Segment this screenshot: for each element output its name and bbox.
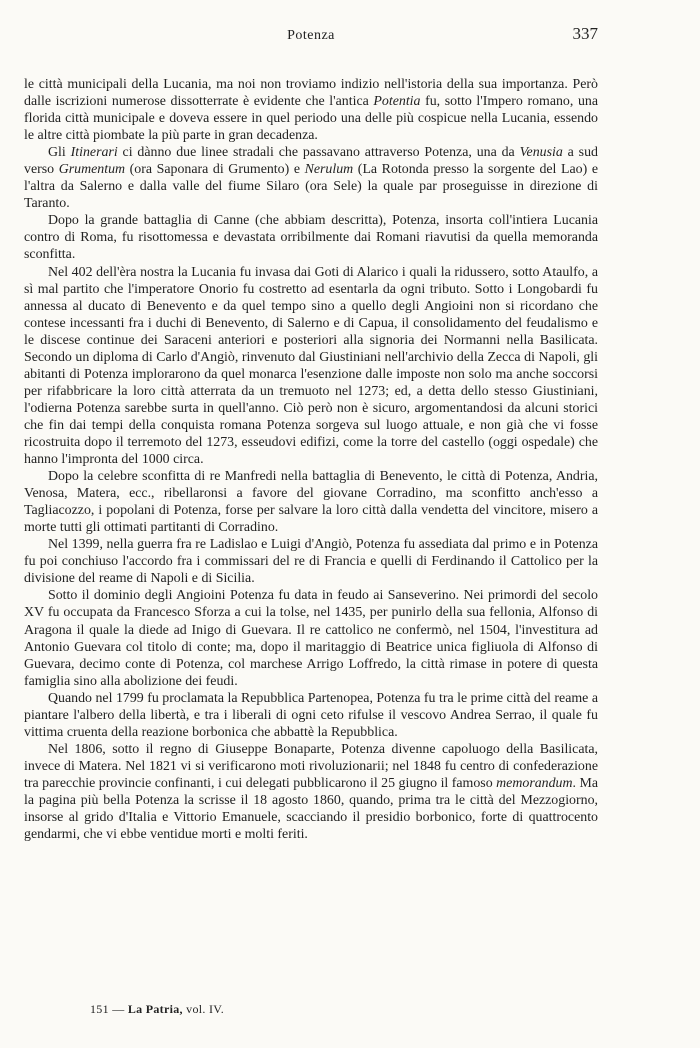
text-run: Nel 402 dell'èra nostra la Lucania fu invasa dai Goti di Alarico i quali la ridussero, sotto Ataulfo, a sì mal partito che l'imperatore Onorio fu costretto ad esentarla da ogni tributo. Sotto i Longobardi fu annessa al ducato di Benevento e da quel tempo sino a quello degli Angioini non si ricordano che contese incessanti fra i duchi di Benevento, di Salerno e di Capua, il consolidamento del feudalismo e le discese continue dei Saraceni anteriori e posteriori alla signoria dei Normanni nella Basilicata. Secondo un diploma di Carlo d'Angiò, rinvenuto dal Giustiniani nell'archivio della Zecca di Napoli, gli abitanti di Potenza implorarono da quel monarca l'esenzione dalle imposte non solo ma anche soccorsi per rifabbricare la loro città atterrata da un tremuoto nel 1273; ed, a detta dello stesso Giustiniani, l'odierna Potenza sarebbe surta in quell'anno. Ciò però non è sicuro, argomentandosi da alcuni storici che fin dai tempi della conquista romana Potenza sorgeva sul luogo attuale, e non già che vi fosse ricostruita dopo il terremoto del 1273, esseudovi edifizi, come la torre del castello (oggi ospedale) che hanno l'impronta del 1000 circa.	[24, 264, 598, 468]
italic-text: Nerulum	[304, 162, 354, 178]
italic-text: Potentia	[373, 94, 421, 110]
page-number: 337	[572, 24, 598, 43]
running-head: Potenza	[287, 28, 335, 43]
italic-text: Itinerari	[70, 145, 118, 161]
article-body	[24, 76, 598, 843]
paragraph	[24, 212, 598, 263]
paragraph	[24, 536, 598, 587]
volume-number: vol. IV.	[186, 1002, 225, 1016]
page-footer	[90, 1002, 224, 1017]
italic-text: memorandum	[496, 775, 573, 791]
paragraph	[24, 264, 598, 469]
text-run: Quando nel 1799 fu proclamata la Repubblica Partenopea, Potenza fu tra le prime città del reame a piantare l'albero della libertà, e tra i liberali di ogni ceto rifulse il vescovo Andrea Serrao, il quale fu vittima cruenta della reazione borbonica che abbattè la Repubblica.	[24, 690, 598, 740]
italic-text: Grumentum	[58, 162, 126, 178]
text-run: Dopo la celebre sconfitta di re Manfredi nella battaglia di Benevento, le città di Potenza, Andria, Venosa, Matera, ecc., ribellaronsi a favore del giovane Corradino, ma sconfitto anch'esso a Tagliacozzo, i popolani di Potenza, forse per salvare la loro città dalla vendetta del vincitore, misero a morte tutti gli ottimati partitanti di Corradino.	[24, 469, 598, 536]
paragraph	[24, 76, 598, 144]
paragraph	[24, 741, 598, 843]
text-run: (La Rotonda presso la sorgente del Lao) e l'altra da Salerno e dalla valle del fiume Silaro (ora Sele) la quale par proseguisse in direzione di Taranto.	[24, 162, 598, 212]
page-header	[24, 24, 598, 46]
publication-title: La Patria,	[127, 1002, 183, 1016]
text-run: (ora Saponara di Grumento) e	[125, 162, 305, 178]
signature-number: 151	[90, 1002, 109, 1016]
text-run: Nel 1806, sotto il regno di Giuseppe Bonaparte, Potenza divenne capoluogo della Basilicata, invece di Matera. Nel 1821 vi si verificarono moti rivoluzionarii; nel 1848 fu centro di confederazione tra parecchie provincie confinanti, i cui delegati pubblicarono il 25 giugno il famoso	[24, 741, 598, 791]
text-run: le città municipali della Lucania, ma noi non troviamo indizio nell'istoria della sua importanza. Però dalle iscrizioni numerose dissotterrate è evidente che l'antica	[24, 77, 598, 110]
text-run: ci dànno due linee stradali che passavano attraverso Potenza, una da	[117, 145, 520, 161]
footer-separator: —	[112, 1002, 125, 1016]
text-run: fu, sotto l'Impero romano, una florida città municipale e doveva essere in quel periodo una delle più cospicue nella Lucania, essendo le altre città piombate la più parte in gran decadenza.	[24, 94, 599, 144]
text-run: Gli	[48, 145, 71, 161]
text-run: Sotto il dominio degli Angioini Potenza fu data in feudo ai Sanseverino. Nei primordi del secolo XV fu occupata da Francesco Sforza a cui la tolse, nel 1435, per punirlo della sua fellonia, Alfonso di Aragona il quale la diede ad Inigo di Guevara. Il re cattolico ne confermò, nel 1504, l'investitura ad Antonio Guevara col titolo di conte; ma, dopo il maritaggio di Beatrice unica figliuola di Alfonso di Guevara, decimo conte di Potenza, col marchese Arrigo Loffredo, la città rimase in potere di questa famiglia sino alla abolizione dei feudi.	[24, 588, 598, 689]
text-run: . Ma la pagina più bella Potenza la scrisse il 18 agosto 1860, quando, prima tra le città del Mezzogiorno, insorse al grido d'Italia e Vittorio Emanuele, scacciando il presidio borbonico, forte di quattrocento gendarmi, che vi ebbe ventidue morti e molti feriti.	[24, 775, 599, 843]
text-run: Dopo la grande battaglia di Canne (che abbiam descritta), Potenza, insorta coll'intiera Lucania contro di Roma, fu risottomessa e devastata orribilmente dai Romani riavutisi da quella memoranda sconfitta.	[24, 213, 598, 263]
paragraph	[24, 144, 598, 212]
italic-text: Venusia	[519, 145, 563, 161]
paragraph	[24, 690, 598, 741]
text-run: a sud verso	[24, 145, 598, 178]
paragraph	[24, 587, 598, 689]
text-run: Nel 1399, nella guerra fra re Ladislao e Luigi d'Angiò, Potenza fu assediata dal primo e in Potenza fu poi conchiuso l'accordo fra i commissari del re di Francia e quelli di Ferdinando il Cattolico per la divisione del reame di Napoli e di Sicilia.	[24, 537, 598, 587]
paragraph	[24, 468, 598, 536]
